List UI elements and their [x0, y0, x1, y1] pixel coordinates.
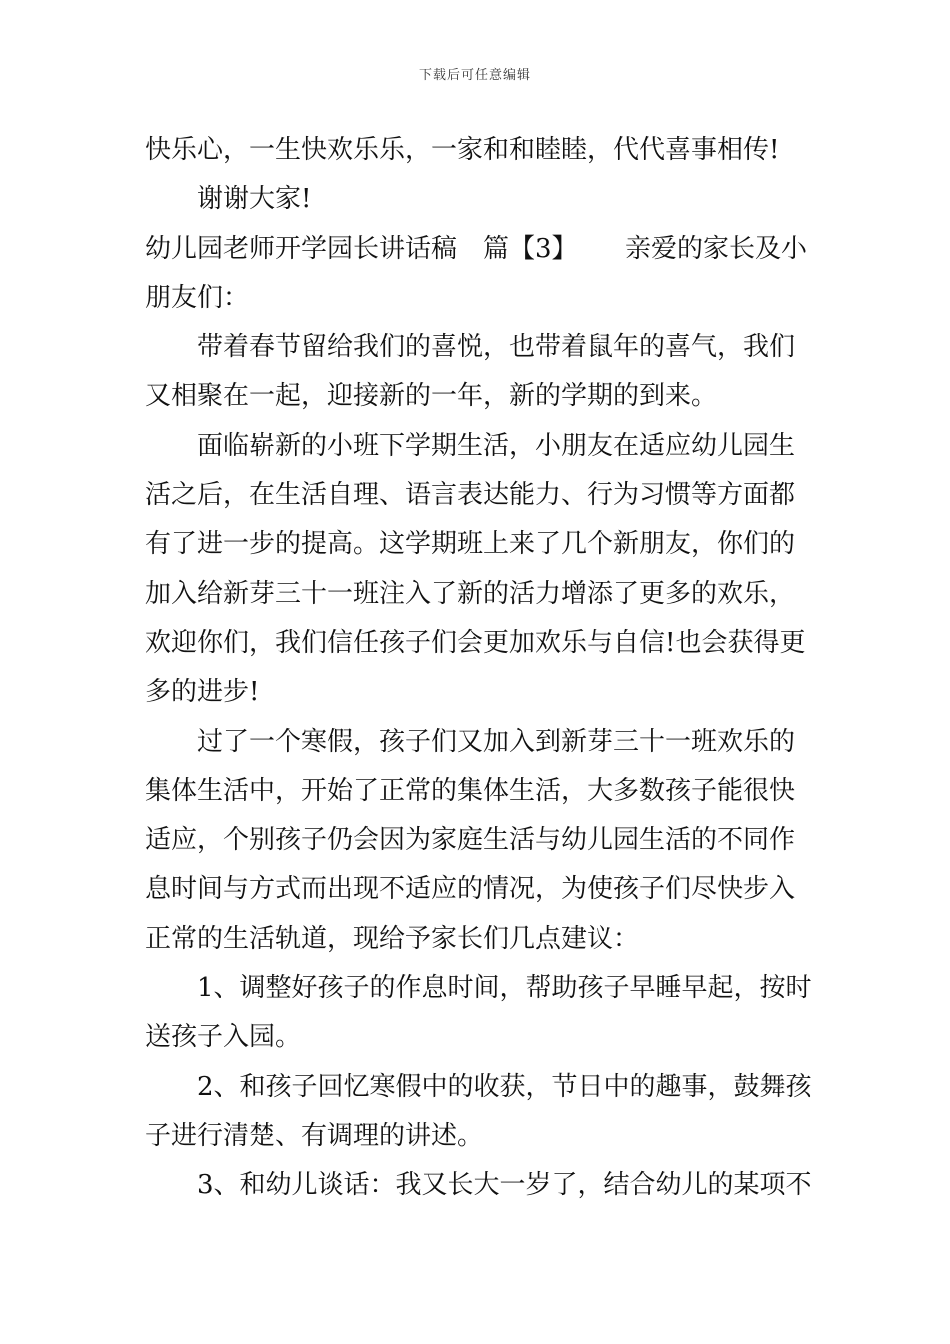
document-body [145, 126, 812, 1211]
paragraph-line: 1、调整好孩子的作息时间，帮助孩子早睡早起，按时 [197, 973, 812, 1004]
section-title-line [145, 225, 807, 274]
paragraph-line: 面临崭新的小班下学期生活，小朋友在适应幼儿园生 [197, 430, 796, 461]
paragraph-line: 活之后，在生活自理、语言表达能力、行为习惯等方面都 [145, 480, 796, 511]
paragraph-line: 欢迎你们，我们信任孩子们会更加欢乐与自信!也会获得更 [145, 627, 806, 658]
page-header-note: 下载后可任意编辑 [418, 68, 531, 83]
paragraph-line: 多的进步! [145, 677, 260, 708]
paragraph-line: 带着春节留给我们的喜悦，也带着鼠年的喜气，我们 [197, 332, 796, 363]
paragraph-line: 息时间与方式而出现不适应的情况，为使孩子们尽快步入 [145, 874, 796, 905]
paragraph-line: 又相聚在一起，迎接新的一年，新的学期的到来。 [145, 381, 718, 412]
section-title [145, 225, 578, 274]
paragraph-line: 加入给新芽三十一班注入了新的活力增添了更多的欢乐， [145, 578, 796, 609]
paragraph-line: 有了进一步的提高。这学期班上来了几个新朋友，你们的 [145, 529, 796, 560]
greeting-start: 亲爱的家长及小 [624, 233, 807, 264]
paragraph-line: 谢谢大家! [197, 184, 312, 215]
paragraph-line: 子进行清楚、有调理的讲述。 [145, 1120, 484, 1151]
paragraph-line: 正常的生活轨道，现给予家长们几点建议： [145, 923, 640, 954]
paragraph-line: 过了一个寒假，孩子们又加入到新芽三十一班欢乐的 [197, 726, 796, 757]
paragraph-line: 朋友们： [145, 282, 250, 313]
paragraph-line: 3、和幼儿谈话：我又长大一岁了，结合幼儿的某项不 [197, 1170, 812, 1201]
paragraph-line: 适应，个别孩子仍会因为家庭生活与幼儿园生活的不同作 [145, 825, 796, 856]
paragraph-line: 集体生活中，开始了正常的集体生活，大多数孩子能很快 [145, 775, 796, 806]
paragraph-line: 快乐心，一生快欢乐乐，一家和和睦睦，代代喜事相传! [145, 135, 780, 165]
section-number: 篇【3】 [483, 233, 578, 264]
paragraph-line: 2、和孩子回忆寒假中的收获，节日中的趣事，鼓舞孩 [197, 1071, 812, 1102]
paragraph-line: 送孩子入园。 [145, 1022, 302, 1053]
section-title-main: 幼儿园老师开学园长讲话稿 [145, 233, 458, 264]
